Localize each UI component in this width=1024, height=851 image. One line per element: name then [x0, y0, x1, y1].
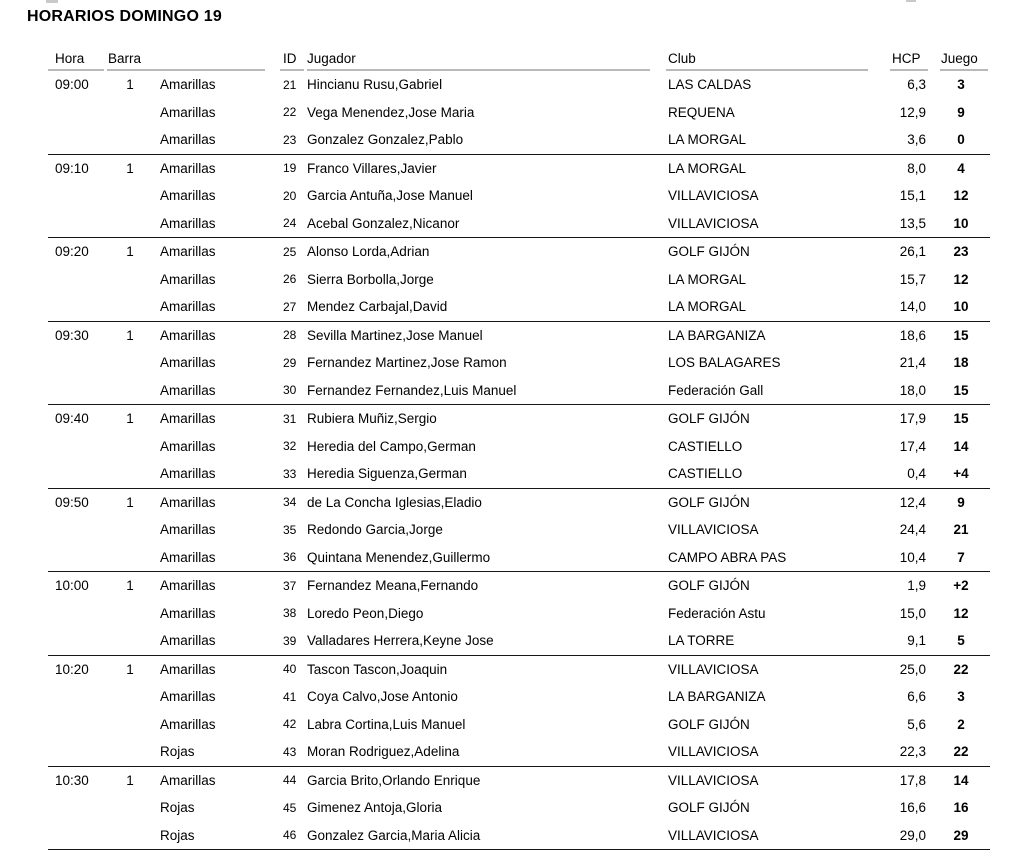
juego-cell: 5 — [957, 633, 965, 649]
hcp-cell: 17,8 — [888, 766, 932, 794]
club-cell: REQUENA — [668, 104, 735, 120]
juego-cell: 14 — [932, 766, 990, 794]
hcp-cell: 10,4 — [899, 549, 926, 565]
barra-cell: 1 — [107, 572, 153, 600]
hcp-cell: 5,6 — [907, 716, 926, 732]
juego-cell: 14 — [953, 438, 969, 454]
club-cell: VILLAVICIOSA — [668, 188, 759, 204]
tee-color-cell: Amarillas — [153, 154, 278, 182]
tee-color-cell: Amarillas — [153, 488, 278, 516]
player-id-cell: 27 — [283, 299, 297, 314]
juego-cell: 23 — [932, 238, 990, 266]
club-cell: Federación Astu — [668, 605, 766, 621]
hora-cell — [48, 544, 107, 572]
hcp-cell: 8,0 — [888, 154, 932, 182]
table-row — [48, 600, 990, 628]
tee-color-cell: Amarillas — [160, 382, 216, 398]
player-id-cell: 37 — [278, 572, 304, 600]
hcp-cell: 0,4 — [907, 466, 926, 482]
club-cell: VILLAVICIOSA — [664, 822, 888, 850]
barra-cell — [107, 182, 153, 210]
table-row — [48, 126, 990, 154]
player-name-cell: de La Concha Iglesias,Eladio — [304, 488, 664, 516]
table-row — [48, 99, 990, 127]
player-name-cell: Sevilla Martinez,Jose Manuel — [304, 321, 664, 349]
table-row — [48, 154, 990, 182]
barra-cell — [107, 683, 153, 711]
player-name-cell: Mendez Carbajal,David — [307, 299, 448, 315]
player-name-cell: Tascon Tascon,Joaquin — [304, 655, 664, 683]
player-id-cell: 21 — [283, 77, 297, 92]
hcp-cell: 29,0 — [888, 822, 932, 850]
player-id-cell: 28 — [278, 321, 304, 349]
table-row — [48, 794, 990, 822]
juego-cell: 3 — [957, 689, 965, 705]
page-title: HORARIOS DOMINGO 19 — [27, 8, 222, 25]
player-name-cell: Gonzalez Gonzalez,Pablo — [307, 132, 464, 148]
juego-cell: 22 — [953, 744, 969, 760]
hora-cell — [48, 433, 107, 461]
player-name-cell: Alonso Lorda,Adrian — [304, 238, 664, 266]
hora-cell: 10:20 — [48, 655, 107, 683]
header-club: Club — [664, 47, 888, 71]
player-name-cell: Loredo Peon,Diego — [307, 605, 424, 621]
player-id-cell: 24 — [283, 216, 297, 231]
tee-color-cell: Amarillas — [160, 466, 216, 482]
player-name-cell: Heredia Siguenza,German — [307, 466, 467, 482]
juego-cell: 12 — [953, 605, 969, 621]
hora-cell: 10:00 — [48, 572, 107, 600]
table-row — [48, 572, 990, 600]
hora-cell — [48, 627, 107, 655]
barra-cell: 1 — [107, 238, 153, 266]
hcp-cell: 16,6 — [899, 800, 926, 816]
hcp-cell: 6,3 — [907, 77, 926, 93]
player-name-cell: Quintana Menendez,Guillermo — [307, 549, 491, 565]
player-name-cell: Coya Calvo,Jose Antonio — [307, 689, 458, 705]
hora-cell — [48, 126, 107, 154]
club-cell: LAS CALDAS — [668, 77, 752, 93]
club-cell: GOLF GIJÓN — [664, 238, 888, 266]
hcp-cell: 17,9 — [888, 405, 932, 433]
juego-cell: +2 — [932, 572, 990, 600]
player-name-cell: Garcia Antuña,Jose Manuel — [307, 188, 473, 204]
juego-cell: 15 — [932, 405, 990, 433]
hora-cell — [48, 210, 107, 238]
schedule-table-body — [48, 71, 990, 850]
juego-cell: 2 — [957, 716, 965, 732]
table-row — [48, 738, 990, 766]
club-cell: GOLF GIJÓN — [664, 572, 888, 600]
juego-cell: 9 — [957, 104, 965, 120]
player-id-cell: 34 — [278, 488, 304, 516]
player-name-cell: Franco Villares,Javier — [304, 154, 664, 182]
juego-cell: 22 — [932, 655, 990, 683]
hora-cell — [48, 377, 107, 405]
club-cell: VILLAVICIOSA — [664, 655, 888, 683]
tee-color-cell: Amarillas — [160, 132, 216, 148]
player-name-cell: Vega Menendez,Jose Maria — [307, 104, 475, 120]
hcp-cell: 1,9 — [888, 572, 932, 600]
club-cell: LA MORGAL — [668, 299, 747, 315]
juego-cell: 12 — [953, 271, 969, 287]
player-id-cell: 33 — [283, 466, 297, 481]
player-name-cell: Gimenez Antoja,Gloria — [307, 800, 443, 816]
juego-cell: 4 — [932, 154, 990, 182]
header-id: ID — [278, 47, 304, 71]
hcp-cell: 26,1 — [888, 238, 932, 266]
hcp-cell: 22,3 — [899, 744, 926, 760]
tee-color-cell: Amarillas — [160, 605, 216, 621]
hcp-cell: 24,4 — [899, 522, 926, 538]
barra-cell — [107, 126, 153, 154]
tee-color-cell: Amarillas — [160, 522, 216, 538]
hora-cell — [48, 182, 107, 210]
hora-cell: 09:00 — [55, 77, 89, 93]
player-id-cell: 26 — [283, 272, 297, 287]
player-id-cell: 20 — [283, 188, 297, 203]
barra-cell: 1 — [107, 488, 153, 516]
tee-color-cell: Amarillas — [160, 215, 216, 231]
player-name-cell: Fernandez Fernandez,Luis Manuel — [307, 382, 517, 398]
hora-cell — [48, 99, 107, 127]
club-cell: LOS BALAGARES — [668, 355, 781, 371]
club-cell: CASTIELLO — [668, 438, 743, 454]
player-id-cell: 40 — [278, 655, 304, 683]
hcp-cell: 13,5 — [899, 215, 926, 231]
club-cell: GOLF GIJÓN — [664, 405, 888, 433]
barra-cell — [107, 600, 153, 628]
juego-cell: 16 — [953, 800, 969, 816]
tee-color-cell: Amarillas — [153, 238, 278, 266]
player-id-cell: 41 — [283, 689, 297, 704]
juego-cell: 7 — [957, 549, 965, 565]
club-cell: VILLAVICIOSA — [668, 522, 759, 538]
player-id-cell: 31 — [278, 405, 304, 433]
tee-times-table — [48, 47, 990, 850]
table-row — [48, 711, 990, 739]
tee-color-cell: Rojas — [160, 744, 195, 760]
hora-cell — [48, 516, 107, 544]
tee-color-cell: Amarillas — [160, 633, 216, 649]
tee-color-cell: Amarillas — [160, 549, 216, 565]
player-id-cell: 22 — [283, 105, 297, 120]
hora-cell: 10:30 — [48, 766, 107, 794]
hora-cell — [48, 683, 107, 711]
club-cell: GOLF GIJÓN — [664, 488, 888, 516]
player-name-cell: Rubiera Muñiz,Sergio — [304, 405, 664, 433]
juego-cell: 12 — [953, 188, 969, 204]
player-name-cell: Valladares Herrera,Keyne Jose — [307, 633, 494, 649]
tee-color-cell: Amarillas — [153, 766, 278, 794]
club-cell: VILLAVICIOSA — [668, 215, 759, 231]
player-id-cell: 32 — [283, 439, 297, 454]
tee-color-cell: Amarillas — [153, 572, 278, 600]
table-row — [48, 266, 990, 294]
player-id-cell: 19 — [278, 154, 304, 182]
table-row — [48, 627, 990, 655]
tee-color-cell: Amarillas — [160, 271, 216, 287]
barra-cell — [107, 433, 153, 461]
barra-cell — [107, 627, 153, 655]
player-id-cell: 29 — [283, 355, 297, 370]
player-id-cell: 38 — [283, 606, 297, 621]
hora-cell — [48, 349, 107, 377]
tee-color-cell: Rojas — [153, 822, 278, 850]
hcp-cell: 15,1 — [899, 188, 926, 204]
hora-cell — [48, 822, 107, 850]
player-id-cell: 43 — [283, 744, 297, 759]
player-name-cell: Labra Cortina,Luis Manuel — [307, 716, 466, 732]
club-cell: GOLF GIJÓN — [668, 716, 750, 732]
player-id-cell: 39 — [283, 633, 297, 648]
cropped-edge-artifact — [906, 0, 916, 2]
juego-cell: 29 — [932, 822, 990, 850]
tee-color-cell: Amarillas — [160, 188, 216, 204]
tee-color-cell: Rojas — [160, 800, 195, 816]
barra-cell — [107, 460, 153, 488]
barra-cell: 1 — [107, 766, 153, 794]
table-row — [48, 349, 990, 377]
juego-cell: 21 — [953, 522, 969, 538]
barra-cell — [107, 738, 153, 766]
hora-cell: 09:20 — [48, 238, 107, 266]
hcp-cell: 12,9 — [899, 104, 926, 120]
juego-cell: 15 — [932, 321, 990, 349]
barra-cell — [107, 293, 153, 321]
header-barra: Barra — [107, 47, 278, 71]
tee-color-cell: Amarillas — [160, 104, 216, 120]
barra-cell — [107, 210, 153, 238]
club-cell: LA BARGANIZA — [668, 689, 766, 705]
hora-cell — [48, 738, 107, 766]
barra-cell — [107, 516, 153, 544]
table-row — [48, 182, 990, 210]
table-row — [48, 433, 990, 461]
barra-cell: 1 — [107, 154, 153, 182]
club-cell: VILLAVICIOSA — [668, 744, 759, 760]
player-id-cell: 35 — [283, 522, 297, 537]
club-cell: LA MORGAL — [664, 154, 888, 182]
player-name-cell: Sierra Borbolla,Jorge — [307, 271, 434, 287]
player-name-cell: Garcia Brito,Orlando Enrique — [304, 766, 664, 794]
player-id-cell: 46 — [278, 822, 304, 850]
hcp-cell: 18,6 — [888, 321, 932, 349]
barra-cell: 1 — [126, 77, 134, 93]
club-cell: LA MORGAL — [668, 132, 747, 148]
hora-cell — [48, 794, 107, 822]
hora-cell — [48, 266, 107, 294]
table-row — [48, 238, 990, 266]
barra-cell — [107, 99, 153, 127]
hora-cell: 09:40 — [48, 405, 107, 433]
juego-cell: 15 — [953, 382, 969, 398]
club-cell: VILLAVICIOSA — [664, 766, 888, 794]
hcp-cell: 6,6 — [907, 689, 926, 705]
table-row — [48, 210, 990, 238]
player-id-cell: 42 — [283, 717, 297, 732]
player-id-cell: 23 — [283, 132, 297, 147]
hcp-cell: 17,4 — [899, 438, 926, 454]
player-name-cell: Hincianu Rusu,Gabriel — [307, 77, 443, 93]
barra-cell: 1 — [107, 321, 153, 349]
header-hcp: HCP — [888, 47, 932, 71]
tee-color-cell: Amarillas — [160, 77, 216, 93]
table-row — [48, 766, 990, 794]
hora-cell — [48, 293, 107, 321]
tee-color-cell: Amarillas — [153, 655, 278, 683]
cropped-edge-artifact — [46, 0, 58, 3]
hcp-cell: 21,4 — [899, 355, 926, 371]
tee-color-cell: Amarillas — [160, 689, 216, 705]
tee-color-cell: Amarillas — [153, 321, 278, 349]
player-name-cell: Gonzalez Garcia,Maria Alicia — [304, 822, 664, 850]
barra-cell: 1 — [107, 405, 153, 433]
hcp-cell: 3,6 — [907, 132, 926, 148]
club-cell: CAMPO ABRA PAS — [668, 549, 787, 565]
table-row — [48, 377, 990, 405]
table-row — [48, 516, 990, 544]
barra-cell — [107, 822, 153, 850]
barra-cell: 1 — [107, 655, 153, 683]
barra-cell — [107, 266, 153, 294]
player-id-cell: 45 — [283, 800, 297, 815]
header-hora: Hora — [48, 47, 107, 71]
club-cell: LA MORGAL — [668, 271, 747, 287]
hcp-cell: 15,0 — [899, 605, 926, 621]
hora-cell: 09:30 — [48, 321, 107, 349]
tee-color-cell: Amarillas — [153, 405, 278, 433]
player-id-cell: 36 — [283, 550, 297, 565]
hora-cell — [48, 460, 107, 488]
table-row — [48, 822, 990, 850]
club-cell: GOLF GIJÓN — [668, 800, 750, 816]
table-row — [48, 293, 990, 321]
header-jugador: Jugador — [304, 47, 664, 71]
header-juego: Juego — [932, 47, 990, 71]
hcp-cell: 12,4 — [888, 488, 932, 516]
juego-cell: 10 — [953, 215, 969, 231]
barra-cell — [107, 377, 153, 405]
player-name-cell: Heredia del Campo,German — [307, 438, 476, 454]
juego-cell: +4 — [953, 466, 969, 482]
player-name-cell: Redondo Garcia,Jorge — [307, 522, 443, 538]
barra-cell — [107, 544, 153, 572]
player-id-cell: 25 — [278, 238, 304, 266]
table-row — [48, 321, 990, 349]
hcp-cell: 9,1 — [907, 633, 926, 649]
table-row — [48, 488, 990, 516]
barra-cell — [107, 794, 153, 822]
juego-cell: 0 — [957, 132, 965, 148]
hora-cell — [48, 711, 107, 739]
tee-color-cell: Amarillas — [160, 355, 216, 371]
hcp-cell: 25,0 — [888, 655, 932, 683]
table-row — [48, 683, 990, 711]
player-id-cell: 30 — [283, 383, 297, 398]
juego-cell: 9 — [932, 488, 990, 516]
hora-cell — [48, 600, 107, 628]
barra-cell — [107, 349, 153, 377]
player-name-cell: Fernandez Martinez,Jose Ramon — [307, 355, 507, 371]
barra-cell — [107, 711, 153, 739]
table-row — [48, 655, 990, 683]
hora-cell: 09:50 — [48, 488, 107, 516]
player-name-cell: Acebal Gonzalez,Nicanor — [307, 215, 460, 231]
club-cell: LA BARGANIZA — [664, 321, 888, 349]
table-row — [48, 460, 990, 488]
juego-cell: 3 — [957, 77, 965, 93]
juego-cell: 10 — [953, 299, 969, 315]
table-header — [48, 47, 990, 71]
table-row — [48, 544, 990, 572]
club-cell: CASTIELLO — [668, 466, 743, 482]
club-cell: Federación Gall — [668, 382, 764, 398]
hcp-cell: 14,0 — [899, 299, 926, 315]
table-row — [48, 405, 990, 433]
tee-color-cell: Amarillas — [160, 716, 216, 732]
tee-color-cell: Amarillas — [160, 438, 216, 454]
juego-cell: 18 — [953, 355, 969, 371]
player-name-cell: Fernandez Meana,Fernando — [304, 572, 664, 600]
table-row — [48, 71, 990, 99]
hcp-cell: 18,0 — [899, 382, 926, 398]
tee-color-cell: Amarillas — [160, 299, 216, 315]
player-id-cell: 44 — [278, 766, 304, 794]
player-name-cell: Moran Rodriguez,Adelina — [307, 744, 460, 760]
club-cell: LA TORRE — [668, 633, 735, 649]
hcp-cell: 15,7 — [899, 271, 926, 287]
hora-cell: 09:10 — [48, 154, 107, 182]
